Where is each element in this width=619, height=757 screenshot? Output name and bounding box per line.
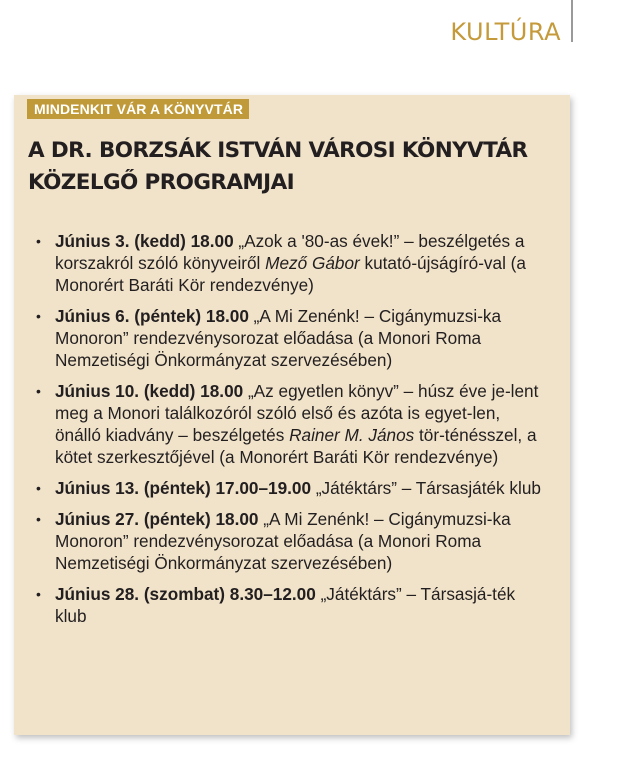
event-person: Rainer M. János — [289, 425, 415, 445]
event-list — [36, 230, 546, 636]
article-badge: MINDENKIT VÁR A KÖNYVTÁR — [27, 99, 249, 119]
bullet-icon: • — [36, 308, 41, 324]
event-item — [36, 508, 546, 574]
article-box — [14, 95, 570, 735]
event-text: „Az egyetlen könyv” – húsz éve je-lent meg a Monori találkozóról szóló első és azóta is egyet-len, önálló kiadvány – beszélgetés — [55, 381, 539, 445]
event-date: Június 3. (kedd) 18.00 — [55, 231, 234, 251]
event-item — [36, 305, 546, 371]
event-person: Mező Gábor — [265, 253, 360, 273]
bullet-icon: • — [36, 480, 41, 496]
event-date: Június 10. (kedd) 18.00 — [55, 381, 244, 401]
event-item — [36, 477, 546, 499]
bullet-icon: • — [36, 383, 41, 399]
event-text: „A Mi Zenénk! – Cigánymuzsi-ka Monoron” rendezvénysorozat előadása (a Monori Roma Nemzetiségi Önkormányzat szervezésében) — [55, 306, 502, 370]
event-date: Június 13. (péntek) 17.00–19.00 — [55, 478, 312, 498]
bullet-icon: • — [36, 586, 41, 602]
event-text: „A Mi Zenénk! – Cigánymuzsi-ka Monoron” rendezvénysorozat előadása (a Monori Roma Nemzetiségi Önkormányzat szervezésében) — [55, 509, 511, 573]
event-text: „Játéktárs” – Társasjáték klub — [311, 478, 541, 498]
event-text-cont: tör-ténésszel, a kötet szerkesztőjével (a Monorért Baráti Kör rendezvénye) — [55, 425, 537, 467]
event-text: „Játéktárs” – Társasjá-ték klub — [55, 584, 516, 626]
event-item — [36, 380, 546, 468]
event-date: Június 28. (szombat) 8.30–12.00 — [55, 584, 316, 604]
event-text-cont: kutató-újságíró-val (a Monorért Baráti Kör rendezvénye) — [55, 253, 526, 295]
section-divider — [571, 0, 573, 42]
bullet-icon: • — [36, 233, 41, 249]
event-date: Június 27. (péntek) 18.00 — [55, 509, 259, 529]
title-line-2: KÖZELGŐ PROGRAMJAI — [28, 170, 295, 195]
event-text: „Azok a '80-as évek!” – beszélgetés a korszakról szóló könyveiről — [55, 231, 525, 273]
article-title — [28, 135, 548, 199]
event-item — [36, 230, 546, 296]
event-date: Június 6. (péntek) 18.00 — [55, 306, 249, 326]
bullet-icon: • — [36, 511, 41, 527]
title-line-1: A DR. BORZSÁK ISTVÁN VÁROSI KÖNYVTÁR — [28, 138, 528, 163]
event-item — [36, 583, 546, 627]
section-label: KULTÚRA — [450, 18, 561, 46]
